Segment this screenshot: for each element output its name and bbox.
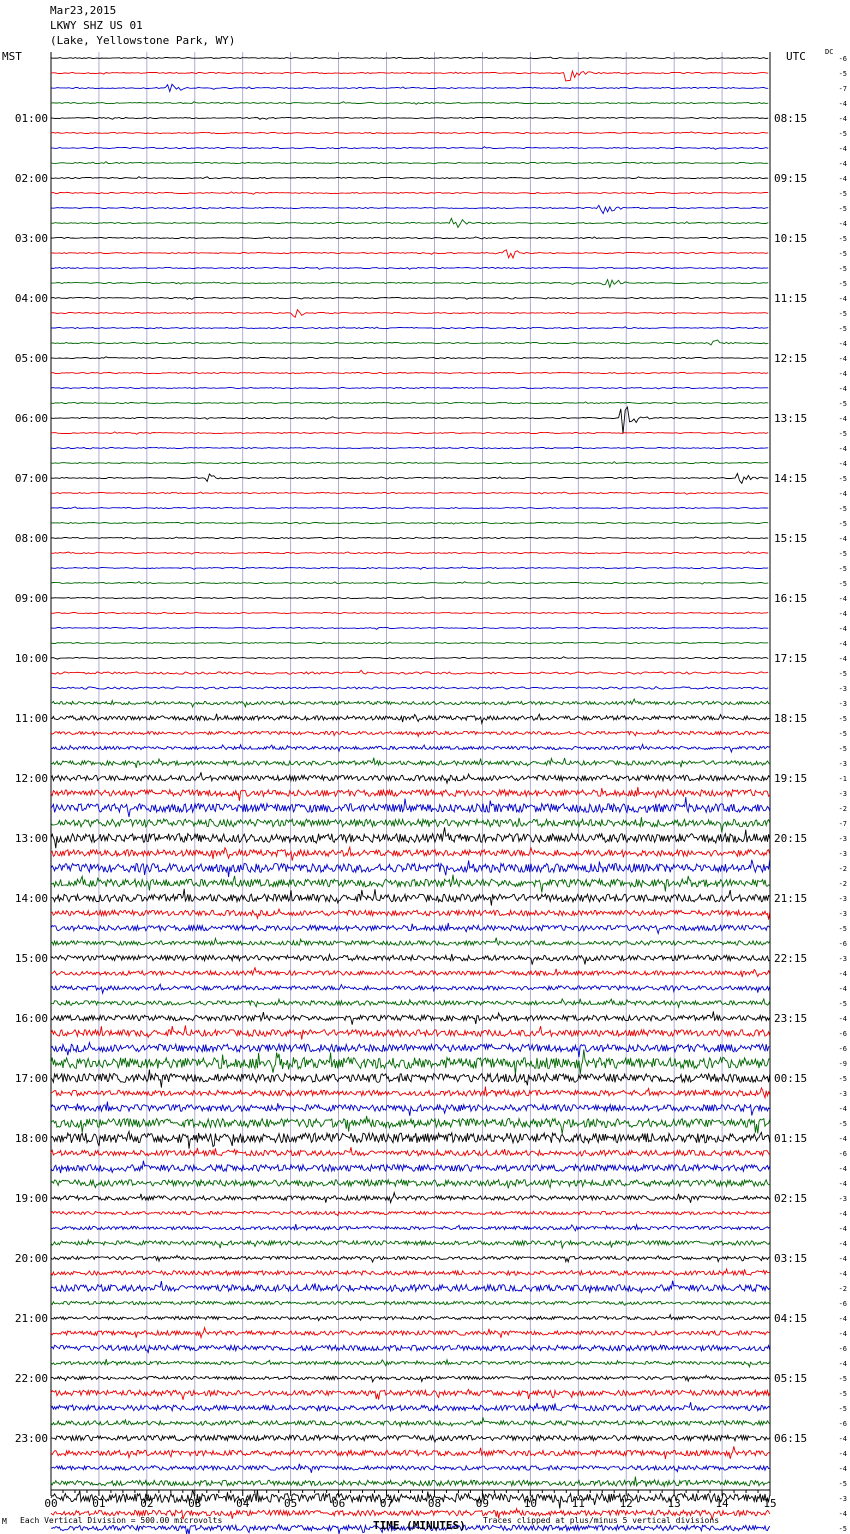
left-hour-label: 21:00 [14,1312,48,1325]
seismic-trace [51,954,770,965]
dc-offset-label: -5 [838,1525,847,1533]
dc-offset-label: -6 [838,1345,847,1353]
dc-offset-label: -6 [838,55,847,63]
seismic-trace [51,1359,770,1367]
seismic-trace [51,730,770,736]
left-hour-label: 12:00 [14,772,48,785]
dc-offset-label: -4 [838,145,847,153]
left-hour-label: 08:00 [14,532,48,545]
seismic-trace [51,1132,770,1149]
dc-offset-label: -4 [838,625,847,633]
left-hour-label: 05:00 [14,352,48,365]
right-hour-label: 23:15 [774,1012,808,1025]
seismic-trace [51,507,768,509]
dc-offset-label: -4 [838,640,847,648]
dc-offset-label: -4 [838,115,847,123]
dc-offset-label: -4 [838,295,847,303]
dc-offset-label: -4 [838,970,847,978]
seismic-trace [51,1418,770,1426]
dc-offset-label: -4 [838,1450,847,1458]
dc-offset-label: -4 [838,655,847,663]
station-label: LKWY SHZ US 01 [50,19,143,32]
right-hour-label: 12:15 [774,352,808,365]
seismic-trace [51,192,768,194]
seismic-trace [51,388,768,389]
left-hour-label: 07:00 [14,472,48,485]
left-hour-label: 13:00 [14,832,48,845]
seismic-trace [51,847,770,861]
x-tick-label: 01 [92,1497,106,1510]
x-tick-label: 02 [140,1497,154,1510]
seismic-trace [51,162,768,164]
seismic-trace [51,310,768,318]
dc-offset-label: -4 [838,1510,847,1518]
right-hour-label: 19:15 [774,772,808,785]
right-hour-label: 00:15 [774,1072,808,1085]
seismic-trace [51,373,768,374]
x-tick-label: 06 [331,1497,346,1510]
seismic-trace [51,1281,770,1293]
seismic-trace [51,875,770,893]
dc-offset-label: -4 [838,385,847,393]
dc-offset-label: -3 [838,835,847,843]
seismic-trace [51,567,768,569]
seismic-trace [51,57,768,59]
x-axis-title: TIME (MINUTES) [373,1519,466,1532]
x-tick-label: 11 [571,1497,585,1510]
seismic-trace [51,1050,770,1075]
dc-offset-label: -5 [838,70,847,78]
seismic-trace [51,744,770,752]
seismic-trace [51,1116,770,1134]
left-hour-label: 15:00 [14,952,48,965]
seismic-trace [51,118,768,120]
dc-offset-label: -5 [838,475,847,483]
right-hour-label: 01:15 [774,1132,808,1145]
dc-offset-label: -5 [838,565,847,573]
dc-offset-label: -3 [838,895,847,903]
dc-offset-label: -3 [838,1495,847,1503]
seismic-trace [51,714,770,723]
left-hour-label: 19:00 [14,1192,48,1205]
seismic-trace [51,1435,770,1442]
dc-offset-label: -2 [838,1285,847,1293]
seismic-trace [51,1269,770,1275]
seismic-trace [51,1301,770,1305]
dc-offset-label: -2 [838,880,847,888]
seismic-trace [51,642,768,644]
seismic-trace [51,1255,770,1262]
x-tick-label: 09 [475,1497,490,1510]
left-hour-label: 06:00 [14,412,48,425]
x-tick-label: 12 [619,1497,633,1510]
seismic-trace [51,797,770,817]
dc-offset-label: -4 [838,1105,847,1113]
dc-offset-label: -7 [838,85,847,93]
dc-offset-label: -4 [838,1165,847,1173]
seismic-trace [51,1224,770,1231]
dc-offset-label: -5 [838,730,847,738]
seismic-trace [51,612,768,614]
x-tick-label: 10 [523,1497,537,1510]
seismic-trace [51,474,768,484]
dc-offset-label: -5 [838,1075,847,1083]
seismic-trace [51,402,768,404]
dc-offset-label: -5 [838,190,847,198]
seismic-trace [51,909,770,919]
left-hour-label: 17:00 [14,1072,48,1085]
dc-offset-label: -4 [838,610,847,618]
seismic-trace [51,1011,770,1024]
dc-offset-label: -5 [838,505,847,513]
dc-offset-label: -5 [838,310,847,318]
dc-offset-label: -4 [838,370,847,378]
seismic-trace [51,357,768,359]
date-label: Mar23,2015 [50,4,117,17]
left-hour-label: 09:00 [14,592,48,605]
dc-offset-label: -9 [838,1060,847,1068]
dc-offset-label: -4 [838,1360,847,1368]
left-hour-label: 16:00 [14,1012,48,1025]
dc-offset-label: -5 [838,1390,847,1398]
left-hour-label: 03:00 [14,232,48,245]
dc-offset-label: -3 [838,850,847,858]
seismic-trace [51,817,770,832]
seismic-trace [51,218,768,227]
dc-offset-label: -3 [838,955,847,963]
dc-offset-label: -4 [838,1465,847,1473]
seismic-trace [51,462,768,464]
right-hour-label: 16:15 [774,592,808,605]
seismic-trace [51,132,768,134]
dc-offset-label: -5 [838,325,847,333]
seismic-trace [51,657,768,659]
left-hour-label: 02:00 [14,172,48,185]
seismic-trace [51,699,770,707]
seismic-trace [51,670,768,674]
seismic-trace [51,407,768,434]
seismic-trace [51,147,768,150]
seismic-trace [51,1180,770,1189]
seismic-trace [51,999,770,1008]
dc-offset-label: -6 [838,1150,847,1158]
right-hour-label: 18:15 [774,712,808,725]
dc-offset-label: -5 [838,205,847,213]
right-hour-label: 08:15 [774,112,808,125]
dc-offset-label: -5 [838,1480,847,1488]
x-tick-label: 04 [236,1497,250,1510]
seismic-trace [51,537,768,539]
seismic-trace [51,1402,770,1411]
dc-offset-label: -4 [838,1315,847,1323]
right-hour-label: 10:15 [774,232,808,245]
left-timezone-label: MST [2,50,22,63]
seismic-trace [51,1375,770,1381]
dc-offset-label: -6 [838,940,847,948]
x-tick-label: 00 [44,1497,58,1510]
seismic-trace [51,1147,770,1156]
dc-offset-label: -4 [838,355,847,363]
seismic-trace [51,327,768,329]
seismic-trace [51,523,768,525]
dc-offset-label: -5 [838,925,847,933]
dc-offset-label: -5 [838,235,847,243]
dc-offset-label: -3 [838,685,847,693]
left-hour-label: 23:00 [14,1432,48,1445]
seismic-trace [51,827,770,848]
dc-offset-label: -5 [838,1000,847,1008]
right-hour-label: 13:15 [774,412,808,425]
dc-offset-label: -4 [838,1015,847,1023]
seismic-trace [51,267,768,269]
dc-offset-label: -5 [838,670,847,678]
seismic-trace [51,1477,770,1487]
seismic-trace [51,552,768,554]
dc-offset-label: -4 [838,445,847,453]
seismic-trace [51,492,768,494]
dc-offset-label: -5 [838,430,847,438]
seismic-trace [51,1211,770,1215]
dc-offset-label: -5 [838,1405,847,1413]
seismic-trace [51,237,768,239]
right-hour-label: 22:15 [774,952,808,965]
seismic-trace [51,1446,770,1459]
seismic-trace [51,205,768,213]
seismic-trace [51,102,768,105]
seismic-trace [51,968,770,977]
dc-offset-label: -4 [838,595,847,603]
dc-offset-label: -3 [838,700,847,708]
dc-offset-label: -5 [838,1375,847,1383]
right-hour-label: 11:15 [774,292,808,305]
left-hour-label: 01:00 [14,112,48,125]
seismic-trace [51,1328,770,1338]
left-hour-label: 10:00 [14,652,48,665]
right-hour-label: 03:15 [774,1252,808,1265]
seismic-trace [51,597,768,599]
location-label: (Lake, Yellowstone Park, WY) [50,34,236,47]
dc-offset-label: -1 [838,775,847,783]
dc-offset-label: -4 [838,220,847,228]
dc-offset-label: -5 [838,520,847,528]
dc-offset-label: -3 [838,1090,847,1098]
seismic-trace [51,1070,770,1088]
right-hour-label: 17:15 [774,652,808,665]
dc-offset-label: -4 [838,100,847,108]
x-tick-label: 15 [763,1497,777,1510]
seismic-trace [51,432,768,434]
right-hour-label: 14:15 [774,472,808,485]
seismic-trace [51,1161,770,1173]
dc-offset-label: -5 [838,715,847,723]
seismic-trace [51,177,768,179]
dc-offset-label: -4 [838,1210,847,1218]
dc-offset-label: -5 [838,1120,847,1128]
seismic-trace [51,860,770,878]
dc-offset-label: -4 [838,1180,847,1188]
seismic-trace [51,1389,770,1399]
right-hour-label: 04:15 [774,1312,808,1325]
dc-offset-label: -3 [838,790,847,798]
dc-offset-label: -5 [838,550,847,558]
x-tick-label: 14 [715,1497,729,1510]
seismic-trace [51,280,768,288]
dc-offset-label: -7 [838,820,847,828]
dc-offset-label: -5 [838,265,847,273]
scale-note: Each Vertical Division = 500.00 microvolts [20,1516,223,1525]
dc-offset-label: -4 [838,160,847,168]
seismic-trace [51,889,770,906]
left-hour-label: 20:00 [14,1252,48,1265]
right-hour-label: 09:15 [774,172,808,185]
left-hour-label: 14:00 [14,892,48,905]
dc-offset-label: -5 [838,130,847,138]
right-hour-label: 02:15 [774,1192,808,1205]
seismic-trace [51,448,768,449]
dc-offset-label: -4 [838,490,847,498]
seismic-trace [51,71,768,81]
seismic-trace [51,1315,770,1321]
left-hour-label: 04:00 [14,292,48,305]
dc-offset-label: -5 [838,580,847,588]
seismic-trace [51,1043,770,1058]
dc-offset-label: -4 [838,415,847,423]
seismic-trace [51,1464,770,1473]
dc-offset-label: -5 [838,400,847,408]
x-tick-label: 03 [188,1497,202,1510]
dc-offset-label: -5 [838,745,847,753]
right-hour-label: 15:15 [774,532,808,545]
x-tick-label: 13 [667,1497,681,1510]
left-hour-label: 11:00 [14,712,48,725]
seismic-trace [51,984,770,993]
seismic-trace [51,1193,770,1203]
dc-offset-label: -4 [838,535,847,543]
seismic-trace [51,687,768,690]
dc-offset-label: -4 [838,1330,847,1338]
clip-note: Traces clipped at plus/minus 5 vertical divisions [483,1516,720,1525]
left-hour-label: 18:00 [14,1132,48,1145]
dc-offset-label: -3 [838,910,847,918]
seismic-trace [51,1087,770,1098]
dc-offset-label: -6 [838,1420,847,1428]
seismic-trace [51,758,770,768]
right-hour-label: 21:15 [774,892,808,905]
right-timezone-label: UTC [786,50,806,63]
seismic-trace [51,1345,770,1352]
dc-offset-label: -3 [838,760,847,768]
right-hour-label: 06:15 [774,1432,808,1445]
seismic-trace [51,923,770,934]
dc-offset-label: -5 [838,280,847,288]
dc-offset-label: -4 [838,1435,847,1443]
logo-mark: M [2,1517,7,1526]
seismic-trace [51,297,768,299]
right-hour-label: 20:15 [774,832,808,845]
dc-offset-label: -4 [838,460,847,468]
dc-offset-label: -2 [838,865,847,873]
x-tick-label: 07 [379,1497,394,1510]
dc-offset-label: -6 [838,1045,847,1053]
dc-offset-label: -4 [838,1270,847,1278]
seismic-trace [51,1240,770,1248]
dc-offset-label: -4 [838,340,847,348]
x-tick-label: 08 [427,1497,442,1510]
dc-offset-label: -6 [838,1300,847,1308]
seismic-trace [51,787,770,801]
right-hour-label: 05:15 [774,1372,808,1385]
dc-offset-label: -5 [838,250,847,258]
dc-offset-label: -4 [838,1255,847,1263]
dc-offset-label: -4 [838,1225,847,1233]
dc-offset-label: -6 [838,1030,847,1038]
dc-label: DC [825,48,834,56]
seismic-trace [51,250,768,258]
dc-offset-label: -4 [838,985,847,993]
dc-offset-label: -2 [838,805,847,813]
seismic-trace [51,582,768,584]
seismic-trace [51,1102,770,1116]
dc-offset-label: -4 [838,1240,847,1248]
seismic-trace [51,84,768,91]
seismic-trace [51,938,770,946]
dc-offset-label: -4 [838,1135,847,1143]
dc-offset-label: -4 [838,175,847,183]
seismic-trace [51,340,768,345]
dc-offset-label: -3 [838,1195,847,1203]
seismic-trace [51,1026,770,1040]
seismic-trace [51,772,770,783]
seismic-trace [51,628,768,630]
left-hour-label: 22:00 [14,1372,48,1385]
x-tick-label: 05 [284,1497,298,1510]
